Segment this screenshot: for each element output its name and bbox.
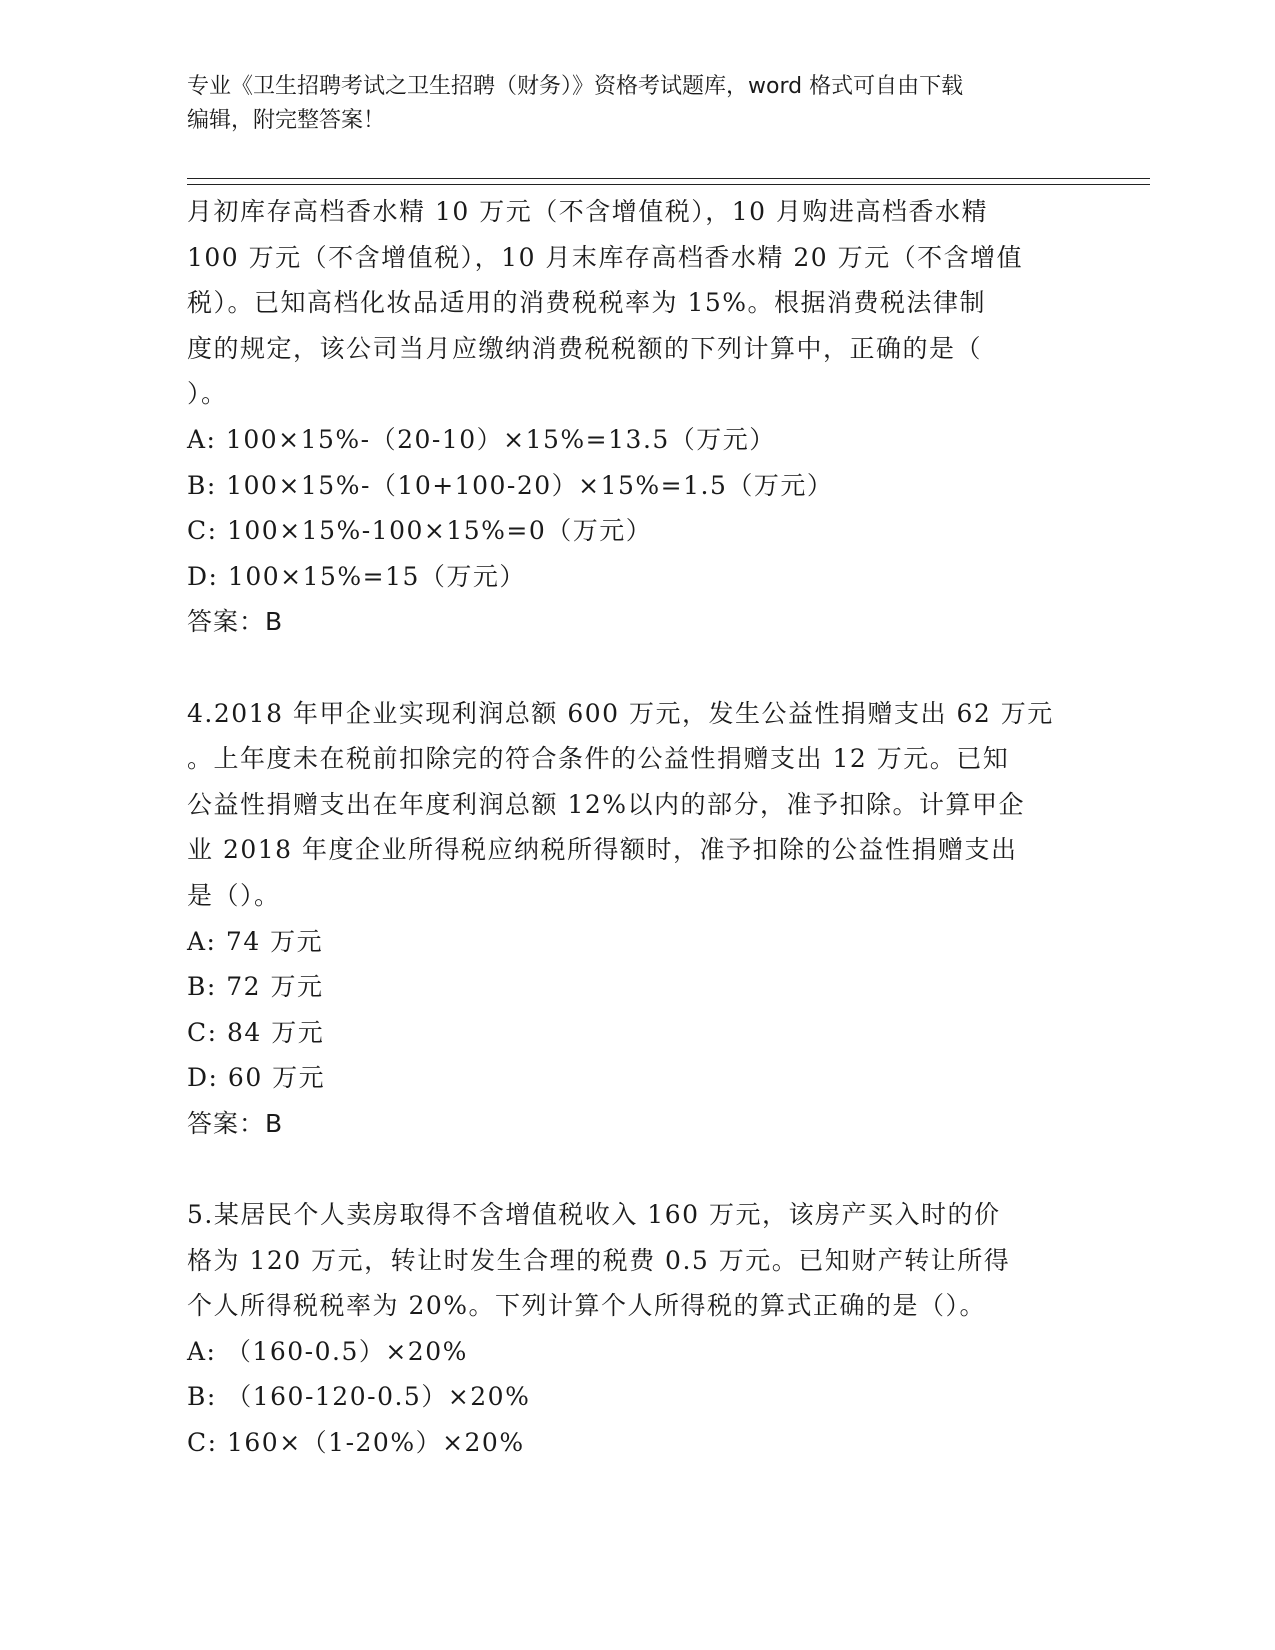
question-4-line: 公益性捐赠支出在年度利润总额 12%以内的部分，准予扣除。计算甲企: [187, 789, 1026, 819]
question-4-option-d: D: 60 万元: [187, 1063, 326, 1093]
question-3-answer: 答案：B: [187, 607, 284, 637]
question-3-option-a: A: 100×15%-（20-10）×15%=13.5（万元）: [187, 424, 776, 454]
question-5-option-a: A: （160-0.5）×20%: [187, 1336, 468, 1366]
question-4-line: 。上年度未在税前扣除完的符合条件的公益性捐赠支出 12 万元。已知: [187, 744, 1010, 774]
question-3-option-d: D: 100×15%=15（万元）: [187, 561, 526, 591]
question-5-line: 个人所得税税率为 20%。下列计算个人所得税的算式正确的是（）。: [187, 1291, 987, 1321]
question-3-option-b: B: 100×15%-（10+100-20）×15%=1.5（万元）: [187, 470, 834, 500]
question-4-line: 业 2018 年度企业所得税应纳税所得额时，准予扣除的公益性捐赠支出: [187, 835, 1018, 865]
question-4: [187, 691, 1087, 1147]
question-4-option-c: C: 84 万元: [187, 1017, 325, 1047]
question-5: [187, 1192, 1087, 1466]
document-body: [187, 189, 1087, 1466]
header-divider-top: [187, 178, 1150, 179]
document-header: [187, 70, 1087, 138]
question-5-option-c: C: 160×（1-20%）×20%: [187, 1428, 525, 1458]
header-line-1: 专业《卫生招聘考试之卫生招聘（财务）》资格考试题库，word 格式可自由下载: [187, 74, 964, 99]
question-3-option-c: C: 100×15%-100×15%=0（万元）: [187, 516, 653, 546]
question-3-line: 月初库存高档香水精 10 万元（不含增值税），10 月购进高档香水精: [187, 197, 988, 226]
header-divider-bottom: [187, 184, 1150, 185]
question-3-line: 度的规定，该公司当月应缴纳消费税税额的下列计算中，正确的是（: [187, 333, 983, 363]
question-4-option-a: A: 74 万元: [187, 926, 324, 956]
question-3-line: 税）。已知高档化妆品适用的消费税税率为 15%。根据消费税法律制: [187, 288, 987, 318]
spacer: [187, 645, 1087, 691]
header-line-2: 编辑，附完整答案！: [187, 108, 386, 133]
question-3: [187, 189, 1087, 645]
question-4-line: 4.2018 年甲企业实现利润总额 600 万元，发生公益性捐赠支出 62 万元: [187, 698, 1054, 728]
question-5-option-b: B: （160-120-0.5）×20%: [187, 1382, 531, 1412]
question-4-option-b: B: 72 万元: [187, 972, 324, 1002]
question-5-line: 5.某居民个人卖房取得不含增值税收入 160 万元，该房产买入时的价: [187, 1200, 1001, 1230]
question-5-line: 格为 120 万元，转让时发生合理的税费 0.5 万元。已知财产转让所得: [187, 1245, 1011, 1275]
spacer: [187, 1146, 1087, 1192]
question-4-answer: 答案：B: [187, 1108, 284, 1138]
question-4-line: 是（）。: [187, 880, 281, 910]
question-3-line: ）。: [187, 379, 228, 409]
question-3-line: 100 万元（不含增值税），10 月末库存高档香水精 20 万元（不含增值: [187, 242, 1024, 272]
